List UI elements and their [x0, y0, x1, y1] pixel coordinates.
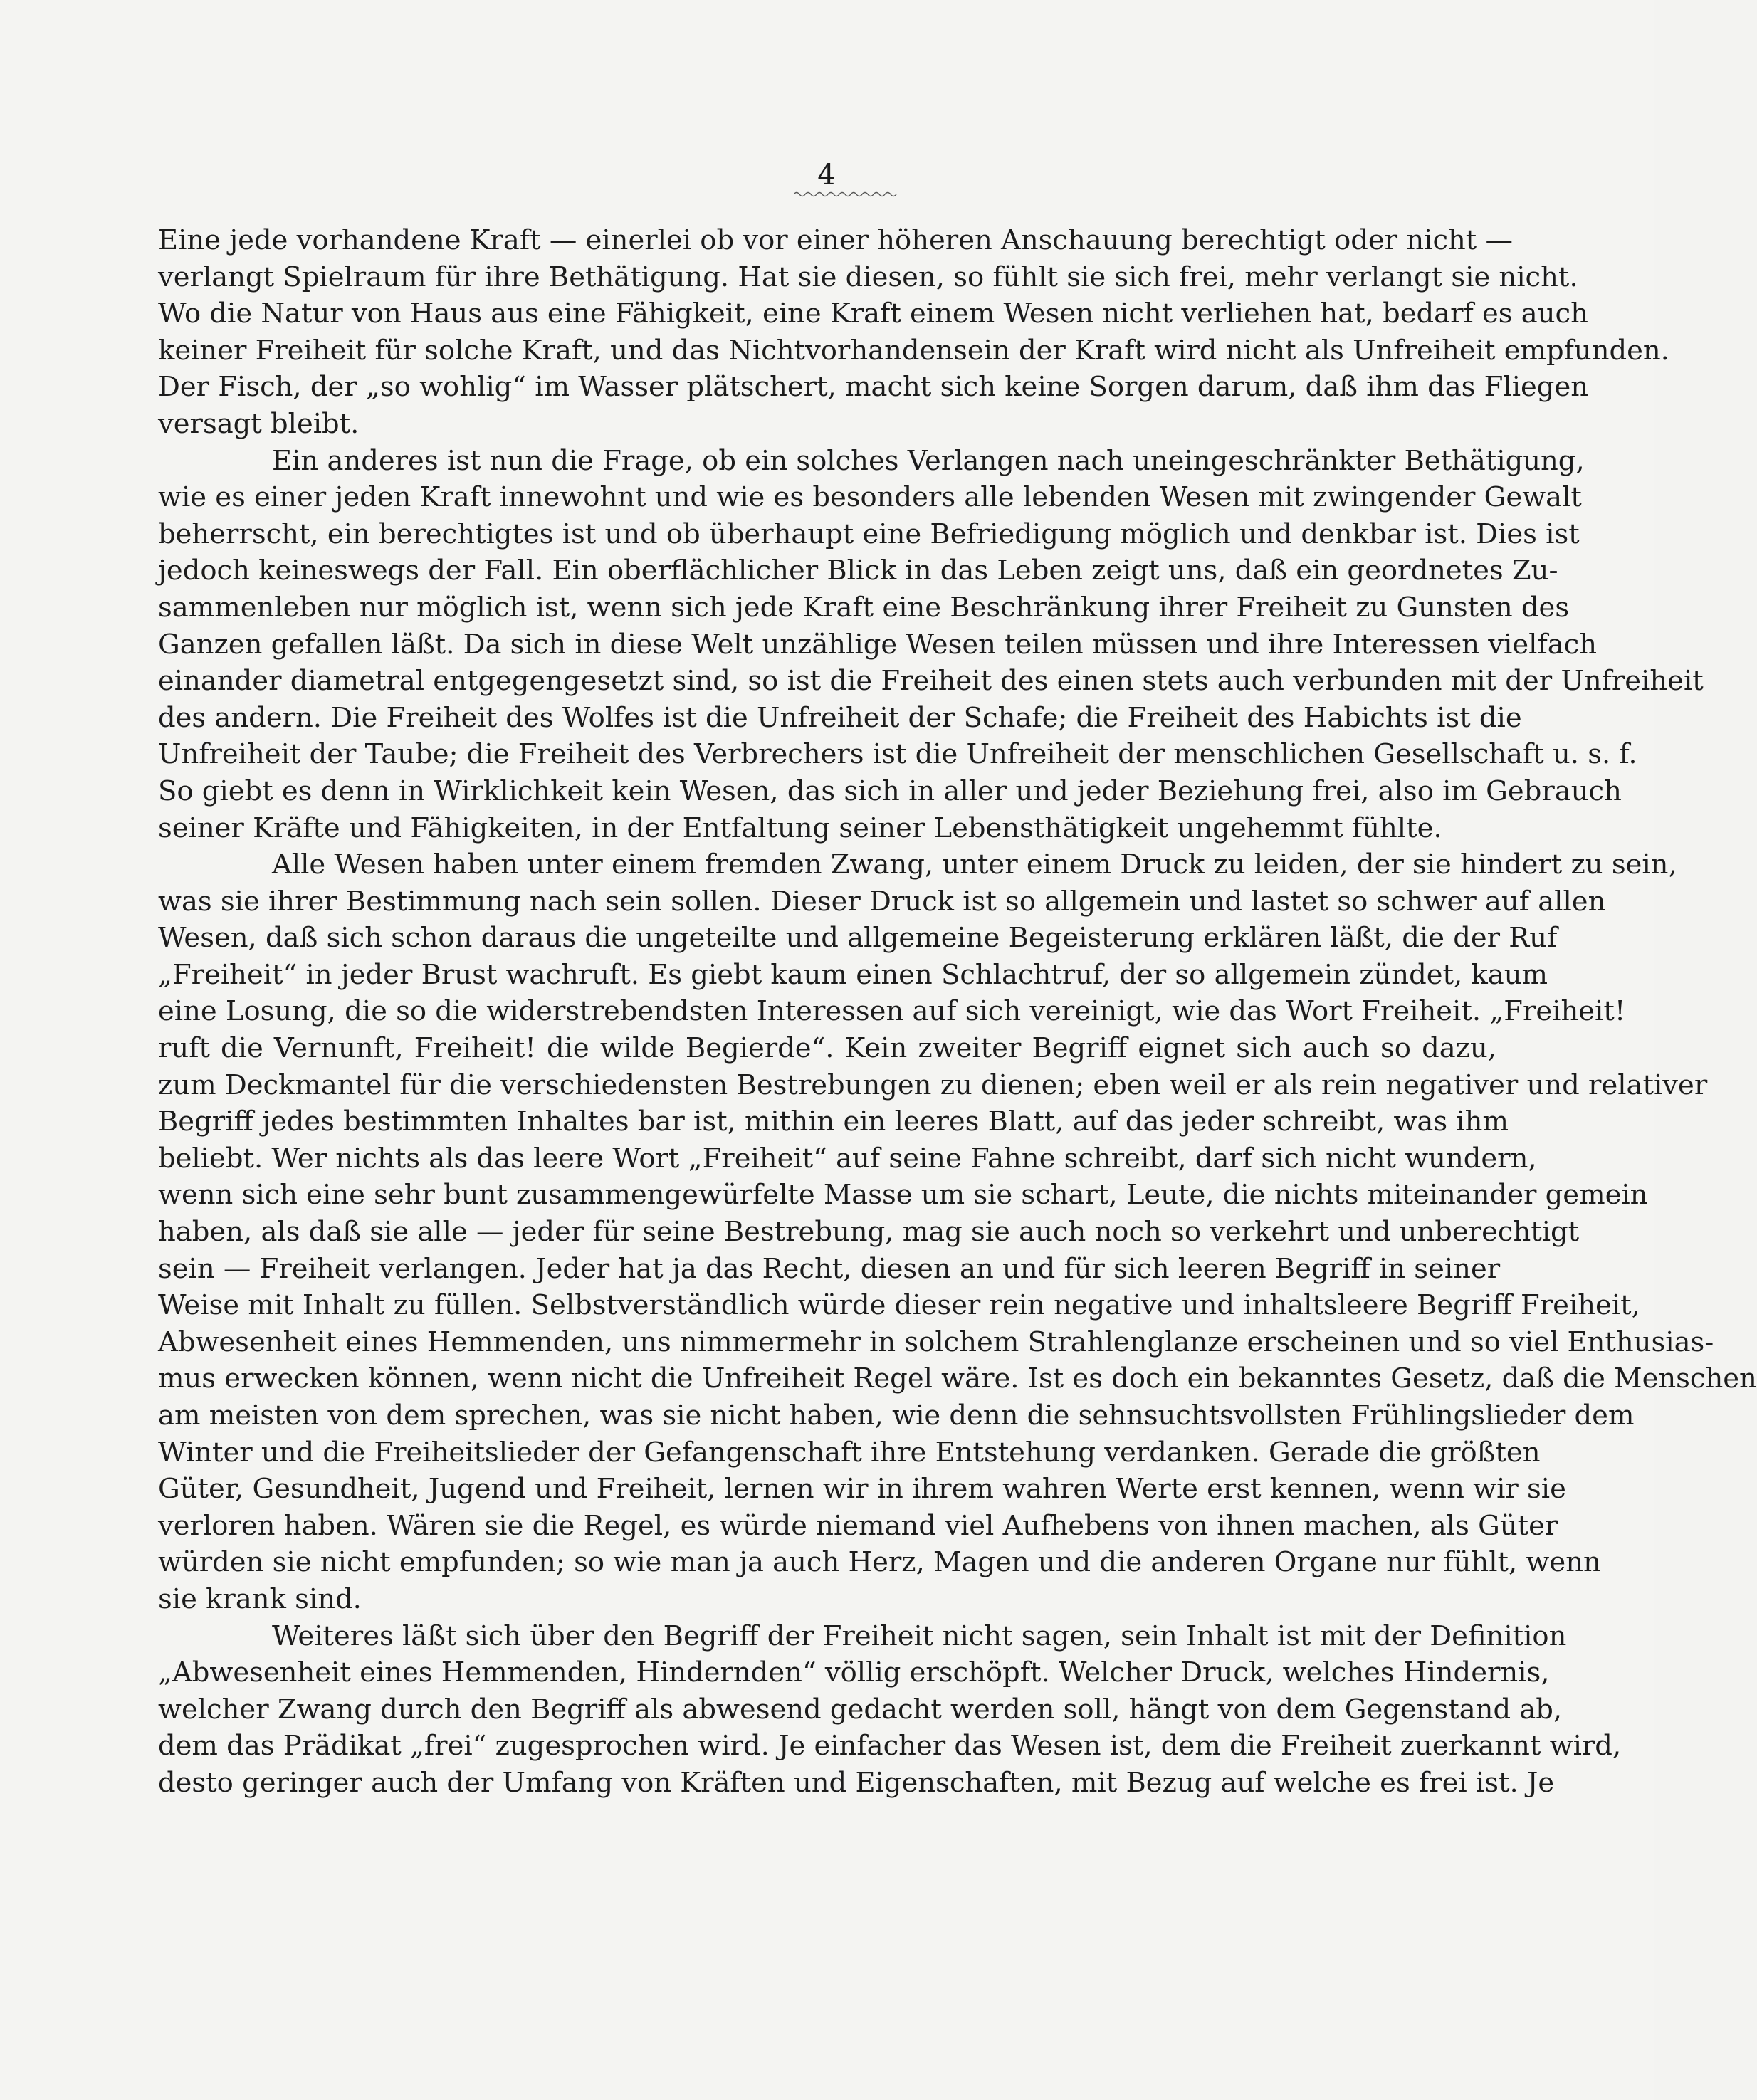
text-line: wenn sich eine sehr bunt zusammengewürfelte Masse um sie schart, Leute, die nichts miteinander gemein — [158, 1179, 1648, 1212]
paragraph — [158, 222, 1669, 443]
text-line: Unfreiheit der Taube; die Freiheit des Verbrechers ist die Unfreiheit der menschlichen Gesellschaft u. s. f. — [158, 738, 1637, 771]
text-line: keiner Freiheit für solche Kraft, und das Nichtvorhandensein der Kraft wird nicht als Unfreiheit empfunden. — [158, 334, 1669, 367]
text-line: verlangt Spielraum für ihre Bethätigung. Hat sie diesen, so fühlt sie sich frei, mehr verlangt sie nicht. — [158, 261, 1578, 293]
text-line: wie es einer jeden Kraft innewohnt und wie es besonders alle lebenden Wesen mit zwingender Gewalt — [158, 481, 1582, 514]
paragraph — [158, 443, 1704, 847]
text-line: Güter, Gesundheit, Jugend und Freiheit, lernen wir in ihrem wahren Werte erst kennen, wenn wir sie — [158, 1473, 1566, 1506]
text-line: haben, als daß sie alle — jeder für seine Bestrebung, mag sie auch noch so verkehrt und unberechtigt — [158, 1216, 1580, 1249]
text-line: seiner Kräfte und Fähigkeiten, in der Entfaltung seiner Lebensthätigkeit ungehemmt fühlte. — [158, 812, 1442, 844]
text-line: Weiteres läßt sich über den Begriff der Freiheit nicht sagen, sein Inhalt ist mit der Definition — [272, 1619, 1567, 1652]
text-line: zum Deckmantel für die verschiedensten Bestrebungen zu dienen; eben weil er als rein negativer und relativer — [158, 1069, 1708, 1101]
text-line: desto geringer auch der Umfang von Kräften und Eigenschaften, mit Bezug auf welche es frei ist. Je — [158, 1766, 1555, 1799]
text-line: Winter und die Freiheitslieder der Gefangenschaft ihre Entstehung verdanken. Gerade die größten — [158, 1436, 1541, 1469]
text-line: Ein anderes ist nun die Frage, ob ein solches Verlangen nach uneingeschränkter Bethätigung, — [272, 444, 1585, 477]
wavy-rule-ornament — [794, 191, 901, 198]
text-line: was sie ihrer Bestimmung nach sein sollen. Dieser Druck ist so allgemein und lastet so schwer auf allen — [158, 885, 1606, 918]
paragraph — [158, 1618, 1622, 1802]
text-line: Der Fisch, der „so wohlig“ im Wasser plätschert, macht sich keine Sorgen darum, daß ihm das Fliegen — [158, 371, 1589, 404]
text-line: „Freiheit“ in jeder Brust wachruft. Es giebt kaum einen Schlachtruf, der so allgemein zündet, kaum — [158, 958, 1548, 991]
text-line: Ganzen gefallen läßt. Da sich in diese Welt unzählige Wesen teilen müssen und ihre Interessen vielfach — [158, 628, 1598, 661]
text-line: mus erwecken können, wenn nicht die Unfreiheit Regel wäre. Ist es doch ein bekanntes Gesetz, daß die Menschen — [158, 1363, 1757, 1395]
text-line: verloren haben. Wären sie die Regel, es würde niemand viel Aufhebens von ihnen machen, als Güter — [158, 1509, 1558, 1542]
text-line: „Abwesenheit eines Hemmenden, Hindernden“ völlig erschöpft. Welcher Druck, welches Hindernis, — [158, 1657, 1550, 1689]
page-number: 4 — [817, 159, 836, 191]
text-line: Wo die Natur von Haus aus eine Fähigkeit, eine Kraft einem Wesen nicht verliehen hat, bedarf es auch — [158, 298, 1588, 330]
text-line: beherrscht, ein berechtigtes ist und ob überhaupt eine Befriedigung möglich und denkbar ist. Dies ist — [158, 518, 1580, 550]
text-line: Abwesenheit eines Hemmenden, uns nimmermehr in solchem Strahlenglanze erscheinen und so viel Enthusias- — [158, 1325, 1714, 1358]
text-line: dem das Prädikat „frei“ zugesprochen wird. Je einfacher das Wesen ist, dem die Freiheit zuerkannt wird, — [158, 1730, 1622, 1763]
paragraph — [158, 846, 1757, 1617]
text-line: eine Losung, die so die widerstrebendsten Interessen auf sich vereinigt, wie das Wort Freiheit. „Freiheit! — [158, 995, 1626, 1028]
text-line: beliebt. Wer nichts als das leere Wort „Freiheit“ auf seine Fahne schreibt, darf sich nicht wundern, — [158, 1142, 1537, 1175]
text-line: Begriff jedes bestimmten Inhaltes bar ist, mithin ein leeres Blatt, auf das jeder schreibt, was ihm — [158, 1106, 1509, 1138]
text-line: versagt bleibt. — [158, 407, 360, 440]
text-line: ruft die Vernunft, Freiheit! die wilde Begierde“. Kein zweiter Begriff eignet sich auch so dazu, — [158, 1032, 1496, 1065]
text-line: So giebt es denn in Wirklichkeit kein Wesen, das sich in aller und jeder Beziehung frei, also im Gebrauch — [158, 775, 1622, 807]
text-line: Wesen, daß sich schon daraus die ungeteilte und allgemeine Begeisterung erklären läßt, die der Ruf — [158, 922, 1558, 955]
text-line: welcher Zwang durch den Begriff als abwesend gedacht werden soll, hängt von dem Gegenstand ab, — [158, 1693, 1563, 1726]
text-line: sie krank sind. — [158, 1582, 362, 1615]
text-line: Eine jede vorhandene Kraft — einerlei ob vor einer höheren Anschauung berechtigt oder nicht — — [158, 224, 1514, 256]
text-line: jedoch keineswegs der Fall. Ein oberflächlicher Blick in das Leben zeigt uns, daß ein geordnetes Zu- — [158, 555, 1558, 587]
text-line: würden sie nicht empfunden; so wie man ja auch Herz, Magen und die anderen Organe nur fühlt, wenn — [158, 1546, 1601, 1579]
text-line: Weise mit Inhalt zu füllen. Selbstverständlich würde dieser rein negative und inhaltsleere Begriff Freiheit, — [158, 1289, 1640, 1322]
body-text — [158, 222, 1757, 1802]
text-line: sein — Freiheit verlangen. Jeder hat ja das Recht, diesen an und für sich leeren Begriff in seiner — [158, 1252, 1501, 1285]
text-line: einander diametral entgegengesetzt sind, so ist die Freiheit des einen stets auch verbunden mit der Unfreiheit — [158, 665, 1704, 698]
text-line: Alle Wesen haben unter einem fremden Zwang, unter einem Druck zu leiden, der sie hindert zu sein, — [272, 849, 1677, 881]
text-line: sammenleben nur möglich ist, wenn sich jede Kraft eine Beschränkung ihrer Freiheit zu Gunsten des — [158, 591, 1570, 624]
text-line: des andern. Die Freiheit des Wolfes ist die Unfreiheit der Schafe; die Freiheit des Habichts ist die — [158, 701, 1522, 734]
text-line: am meisten von dem sprechen, was sie nicht haben, wie denn die sehnsuchtsvollsten Frühlingslieder dem — [158, 1400, 1635, 1432]
